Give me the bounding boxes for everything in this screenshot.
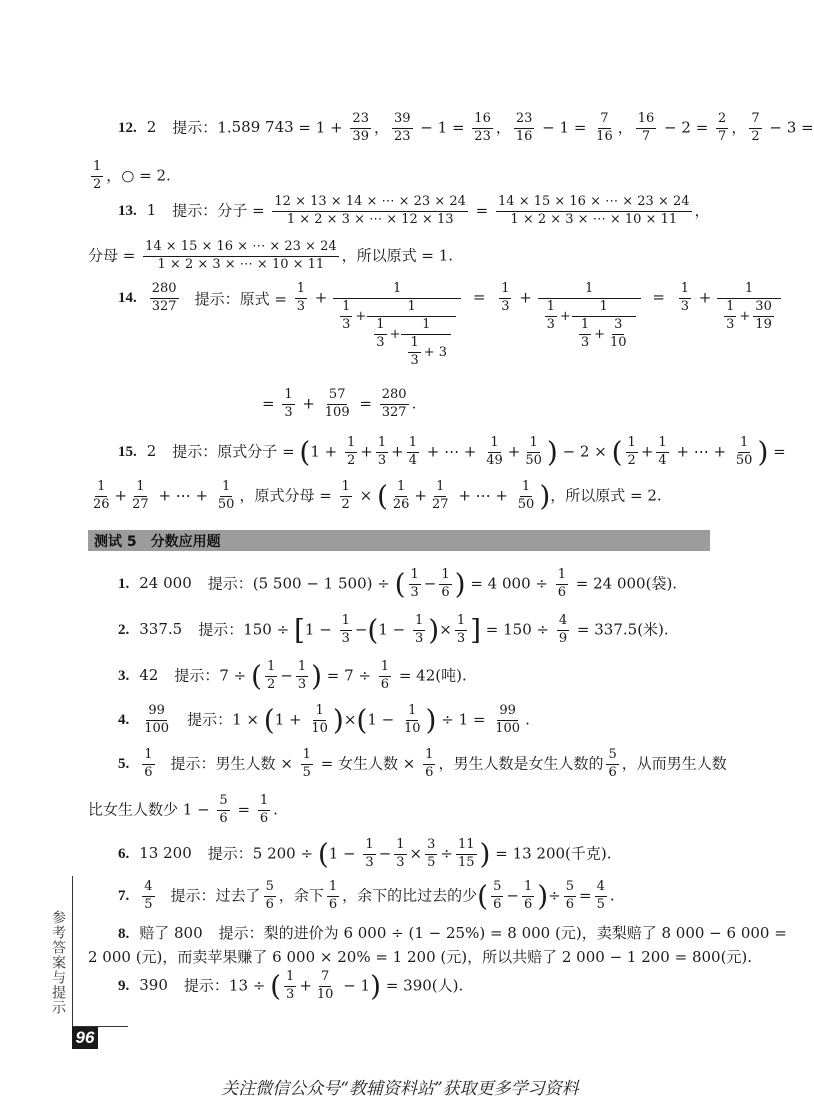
answer: 24 000: [139, 574, 192, 593]
question-3: 3. 42 提示：7 ÷ ( $\frac{1}{2}$ − $\frac{1}{3}$ ) = 7 ÷ $\frac{1}{6}$ = 42(吨).: [118, 659, 467, 693]
hint-label: 提示：原式 =: [194, 290, 292, 308]
fraction: $\frac{7}{16}$: [596, 111, 613, 144]
problem-12-line1: 12. 2 提示：1.589 743 = 1 + $\frac{23}{39}$ ， $\frac{39}{23}$ − 1 = $\frac{16}{23}$ ， $\frac{23}{16}$ − 1 = $\frac{7}{16}$ ， $\frac{16}{7}$ − 2 = $\frac{2}{7}$ ， $\frac{7}{2}$ − 3 =: [118, 111, 814, 144]
question-7: 7. $\frac{4}{5}$ 提示：过去了 $\frac{5}{6}$ ，余下 $\frac{1}{6}$ ，余下的比过去的少( $\frac{5}{6}$ − $\frac{1}{6}$ )÷ $\frac{5}{6}$ = $\frac{4}{5}$ .: [118, 879, 615, 913]
fraction: $\frac{23}{39}$: [352, 111, 369, 144]
answer: 1: [146, 201, 157, 220]
problem-number: 7.: [118, 888, 130, 905]
continued-fraction: 1 $\frac{1}{3}$ + $\frac{30}{19}$: [719, 282, 779, 333]
problem-15-line1: 15. 2 提示：原式分子 = (1 + $\frac{1}{2}$ + $\frac{1}{3}$ + $\frac{1}{4}$ + ⋯ + $\frac{1}{49}$ + $\frac{1}{50}$ ) − 2 × ( $\frac{1}{2}$ + $\frac{1}{4}$ + ⋯ + $\frac{1}{50}$ ) =: [118, 435, 786, 469]
problem-number: 15.: [118, 444, 137, 461]
question-1: 1. 24 000 提示：(5 500 − 1 500) ÷ ( $\frac{1}{3}$ − $\frac{1}{6}$ ) = 4 000 ÷ $\frac{1}{6}$ = 24 000(袋).: [118, 567, 678, 601]
answer: 337.5: [139, 620, 183, 639]
question-2: 2. 337.5 提示：150 ÷ [1 − $\frac{1}{3}$ −(1 − $\frac{1}{3}$ )× $\frac{1}{3}$ ] = 150 ÷ $\frac{4}{9}$ = 337.5(米).: [118, 613, 669, 647]
hint-label: 提示：: [218, 924, 264, 942]
answer-fraction: $\frac{280}{327}$: [151, 281, 177, 314]
side-rule: [72, 876, 73, 1026]
answer: 13 200: [139, 844, 192, 863]
problem-15-line2: $\frac{1}{26}$ + $\frac{1}{27}$ + ⋯ + $\frac{1}{50}$ ，原式分母 = $\frac{1}{2}$ × ( $\frac{1}{26}$ + $\frac{1}{27}$ + ⋯ + $\frac{1}{50}$ )，所以原式 = 2.: [93, 479, 662, 513]
problem-number: 4.: [118, 712, 130, 729]
section-title: 测试 5 分数应用题: [94, 534, 221, 550]
answer-fraction: $\frac{4}{5}$: [144, 879, 153, 912]
problem-14-line1: 14. $\frac{280}{327}$ 提示：原式 = $\frac{1}{3}$ + 1 $\frac{1}{3}$ + 1 $\frac{1}{3}$ + 1 $\frac{1}{3}$ + 3 = $\frac{1}{3}$ + 1 $\frac{1}{3}$ + 1 $\frac{1}{3}$ + $\frac{3}{10}$ = $\frac{1}{3}$ + 1 $\frac{1}{3}$ + $\frac{30}{19}$: [118, 282, 782, 369]
hint-label: 提示：: [187, 710, 233, 729]
hint-label: 提示：: [207, 574, 253, 593]
fraction: $\frac{39}{23}$: [393, 111, 411, 144]
fraction: $\frac{2}{7}$: [718, 111, 727, 144]
problem-number: 9.: [118, 978, 130, 995]
hint-label: 提示：分子 =: [172, 201, 270, 220]
question-4: 4. $\frac{99}{100}$ 提示：1 × (1 + $\frac{1}{10}$ )×(1 − $\frac{1}{10}$ ) ÷ 1 = $\frac{99}{100}$ .: [118, 703, 530, 737]
hint-label: 提示：: [183, 976, 229, 995]
hint-label: 提示：: [198, 620, 244, 639]
problem-number: 5.: [118, 756, 130, 773]
fraction: $\frac{7}{2}$: [751, 111, 760, 144]
hint-label: 提示：: [174, 666, 220, 685]
hint-label: 提示：: [172, 118, 218, 137]
hint-label: 提示：: [207, 844, 253, 863]
footer-note: 关注微信公众号“教辅资料站”获取更多学习资料: [221, 1079, 579, 1099]
answer: 42: [139, 666, 159, 685]
question-8-line2: 2 000 (元)，而卖苹果赚了 6 000 × 20% = 1 200 (元)，所以共赔了 2 000 − 1 200 = 800(元).: [88, 948, 753, 966]
problem-number: 12.: [118, 120, 137, 137]
answer: 赔了 800: [139, 924, 203, 942]
answer-fraction: $\frac{99}{100}$: [144, 703, 170, 736]
problem-number: 3.: [118, 668, 130, 685]
answer: 2: [146, 442, 157, 461]
question-6: 6. 13 200 提示：5 200 ÷ (1 − $\frac{1}{3}$ − $\frac{1}{3}$ × $\frac{3}{5}$ ÷ $\frac{11}{15}$ ) = 13 200(千克).: [118, 837, 612, 871]
fraction: $\frac{1}{2}$: [93, 159, 102, 192]
problem-14-line2: = $\frac{1}{3}$ + $\frac{57}{109}$ = $\frac{280}{327}$ .: [262, 387, 417, 420]
page-number: 96: [72, 1027, 98, 1049]
fraction: $\frac{14 \times 15 \times 16 \times \cdots \times 23 \times 24}{1 \times 2 \times 3 \times \cdots \times 10 \times 11}$: [498, 194, 690, 227]
problem-number: 13.: [118, 203, 137, 220]
fraction: $\frac{16}{7}$: [637, 111, 655, 144]
question-5-line1: 5. $\frac{1}{6}$ 提示：男生人数 × $\frac{1}{5}$ = 女生人数 × $\frac{1}{6}$ ，男生人数是女生人数的 $\frac{5}{6}$ ，从而男生人数: [118, 747, 727, 780]
fraction: $\frac{23}{16}$: [515, 111, 533, 144]
problem-number: 2.: [118, 622, 130, 639]
problem-number: 6.: [118, 846, 130, 863]
answer: 2: [146, 118, 157, 137]
continued-fraction: 1 $\frac{1}{3}$ + 1 $\frac{1}{3}$ + 1 $\frac{1}{3}$ + 3: [335, 282, 459, 369]
fraction: $\frac{12 \times 13 \times 14 \times \cdots \times 23 \times 24}{1 \times 2 \times 3 \times \cdots \times 12 \times 13}$: [274, 194, 466, 227]
question-8-line1: 8. 赔了 800 提示：梨的进价为 6 000 ÷ (1 − 25%) = 8 000 (元)，卖梨赔了 8 000 − 6 000 =: [118, 924, 787, 942]
question-5-line2: 比女生人数少 1 − $\frac{5}{6}$ = $\frac{1}{6}$ .: [88, 793, 278, 826]
problem-number: 8.: [118, 926, 130, 942]
answer-fraction: $\frac{1}{6}$: [144, 747, 153, 780]
hint-label: 提示：原式分子 =: [172, 442, 300, 461]
problem-13-line2: 分母 = $\frac{14 \times 15 \times 16 \times \cdots \times 23 \times 24}{1 \times 2 \times 3 \times \cdots \times 10 \times 11}$ ，所以原式 = 1.: [88, 239, 454, 272]
problem-12-line2: $\frac{1}{2}$ ，○ = 2.: [93, 159, 171, 192]
fraction: $\frac{14 \times 15 \times 16 \times \cdots \times 23 \times 24}{1 \times 2 \times 3 \times \cdots \times 10 \times 11}$: [145, 239, 337, 272]
problem-number: 14.: [118, 290, 137, 307]
hint-label: 提示：: [170, 754, 216, 773]
hint-label: 提示：: [170, 886, 216, 905]
question-9: 9. 390 提示：13 ÷ ( $\frac{1}{3}$ + $\frac{7}{10}$ − 1) = 390(人).: [118, 969, 464, 1003]
answer: 390: [139, 976, 168, 995]
repeating-decimal: 589 743: [231, 118, 294, 137]
problem-13-line1: 13. 1 提示：分子 = $\frac{12 \times 13 \times 14 \times \cdots \times 23 \times 24}{1 \times 2 \times 3 \times \cdots \times 12 \times 13}$ = $\frac{14 \times 15 \times 16 \times \cdots \times 23 \times 24}{1 \times 2 \times 3 \times \cdots \times 10 \times 11}$ ，: [118, 194, 710, 227]
fraction: $\frac{16}{23}$: [474, 111, 491, 144]
side-label: 参考答案与提示: [50, 910, 66, 1015]
continued-fraction: 1 $\frac{1}{3}$ + 1 $\frac{1}{3}$ + $\frac{3}{10}$: [540, 282, 639, 351]
problem-number: 1.: [118, 576, 130, 593]
